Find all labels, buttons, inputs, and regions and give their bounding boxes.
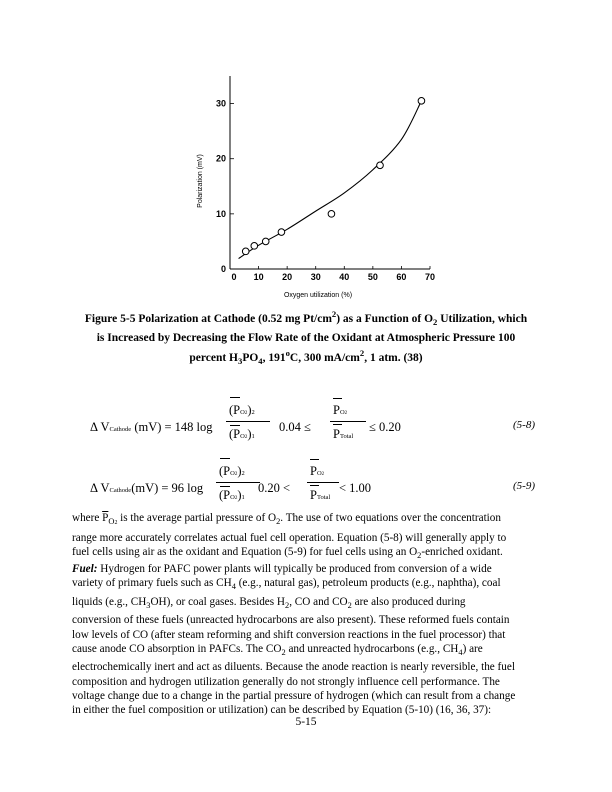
caption-line-2: is Increased by Decreasing the Flow Rate of the Oxidant at Atmospheric Pressure 100 [96, 331, 516, 344]
eq59-denominator: (PO2)1 [219, 488, 245, 502]
eq59-cond-denominator: PTotal [310, 488, 331, 502]
data-point [377, 162, 384, 169]
para2-line-3: liquids (e.g., $CH_3OH$), or coal gases. Besides $H_2$, CO and $CO_2$ are also produced during [72, 595, 466, 611]
data-point [262, 238, 269, 245]
chart-y-axis-label: Polarization (mV) [197, 154, 204, 208]
paragraph-fuel [72, 562, 542, 718]
page-number: 5-15 [295, 716, 317, 728]
data-point [251, 243, 258, 250]
y-tick-label: 10 [215, 208, 226, 219]
eq59-condition-left: 0.20 < [258, 481, 291, 495]
caption-line-3: percent $H_3PO_4$, 191$^o$C, 300 $mA/cm^2$, 1 atm. (38) [189, 348, 423, 367]
x-tick-label: 10 [253, 272, 264, 282]
para2-line-6: cause anode CO absorption in PAFCs. The $CO_2$ and unreacted hydrocarbons (e.g., $CH_4$) are [72, 642, 483, 658]
eq58-denominator: (PO2)1 [229, 427, 255, 441]
eq58-lhs: Δ VCathode (mV) = 148 log [90, 420, 213, 434]
para1-line-1: where $\overline{P}_{O2}$ is the average partial pressure of $O_2$. The use of two equations over the concentration [72, 512, 501, 527]
para2-line-5: low levels of CO (after steam reforming and shift conversion reactions in the fuel processor) that [72, 628, 506, 641]
para2-line-2: variety of primary fuels such as $CH_4$ (e.g., natural gas), petroleum products (e.g., naphtha), coal [72, 577, 501, 592]
x-tick-label: 50 [367, 272, 378, 282]
data-point [328, 211, 335, 218]
y-tick-label: 20 [215, 153, 226, 164]
eq58-numerator: (PO2)2 [229, 403, 255, 417]
x-tick-label: 70 [424, 272, 436, 282]
figure-caption [72, 307, 540, 370]
chart-points [242, 98, 424, 255]
para2-line-10: in either the fuel composition or utilization) can be described by Equation (5-10) (16, 36, 37): [72, 704, 492, 717]
y-tick-label: 0 [220, 264, 226, 274]
fuel-label: Fuel: [72, 563, 98, 575]
chart-curve [239, 101, 422, 259]
eq59-cond-numerator: PO2 [310, 464, 325, 478]
para2-line-8: composition and hydrogen utilization generally do not strongly influence cell performance. The [72, 675, 500, 688]
x-tick-label: 60 [396, 272, 407, 282]
para2-line-7: electrochemically inert and act as diluents. Because the anode reaction is nearly reversible, the fuel [72, 661, 515, 674]
eq58-cond-denominator: PTotal [333, 427, 354, 441]
x-tick-label: 20 [282, 272, 293, 282]
eq59-numerator: (PO2)2 [219, 464, 245, 478]
eq58-cond-numerator: PO2 [333, 403, 348, 417]
paragraph-where [72, 511, 542, 563]
y-tick-label: 30 [215, 98, 226, 109]
caption-line-1: Figure 5-5 Polarization at Cathode (0.52 mg $Pt/cm^2$) as a Function of $O_2$ Utilization, which [84, 309, 528, 328]
fit-curve [239, 101, 422, 259]
eq58-condition-left: 0.04 ≤ [279, 420, 311, 434]
para1-line-2: range more accurately correlates actual fuel cell operation. Equation (5-8) will generally apply to [72, 531, 507, 544]
x-tick-label: 30 [310, 272, 321, 282]
data-point [418, 98, 425, 105]
eq58-number: (5-8) [513, 419, 535, 431]
data-point [278, 229, 285, 236]
para2-line-4: conversion of these fuels (unreacted hydrocarbons are also present). These reformed fuels contain [72, 614, 510, 627]
para1-line-3: fuel cells using air as the oxidant and Equation (5-9) for fuel cells using an $O_2$-enriched oxidant. [72, 545, 503, 561]
polarization-chart [188, 66, 438, 302]
eq59-lhs: Δ VCathode(mV) = 96 log [90, 481, 204, 495]
chart-axes [230, 76, 430, 269]
chart-x-axis-label: Oxygen utilization (%) [283, 292, 353, 299]
x-tick-label: 0 [231, 272, 237, 282]
eq58-condition-right: ≤ 0.20 [369, 420, 401, 434]
data-point [242, 248, 249, 255]
para2-line-9: voltage change due to a change in the partial pressure of hydrogen (which can result from a change [72, 690, 516, 703]
para2-line-1: Fuel: Hydrogen for PAFC power plants will typically be produced from conversion of a wide [72, 563, 492, 575]
eq59-condition-right: < 1.00 [339, 481, 372, 495]
chart-ticks [216, 99, 435, 282]
eq59-number: (5-9) [513, 480, 535, 492]
x-tick-label: 40 [339, 272, 350, 282]
